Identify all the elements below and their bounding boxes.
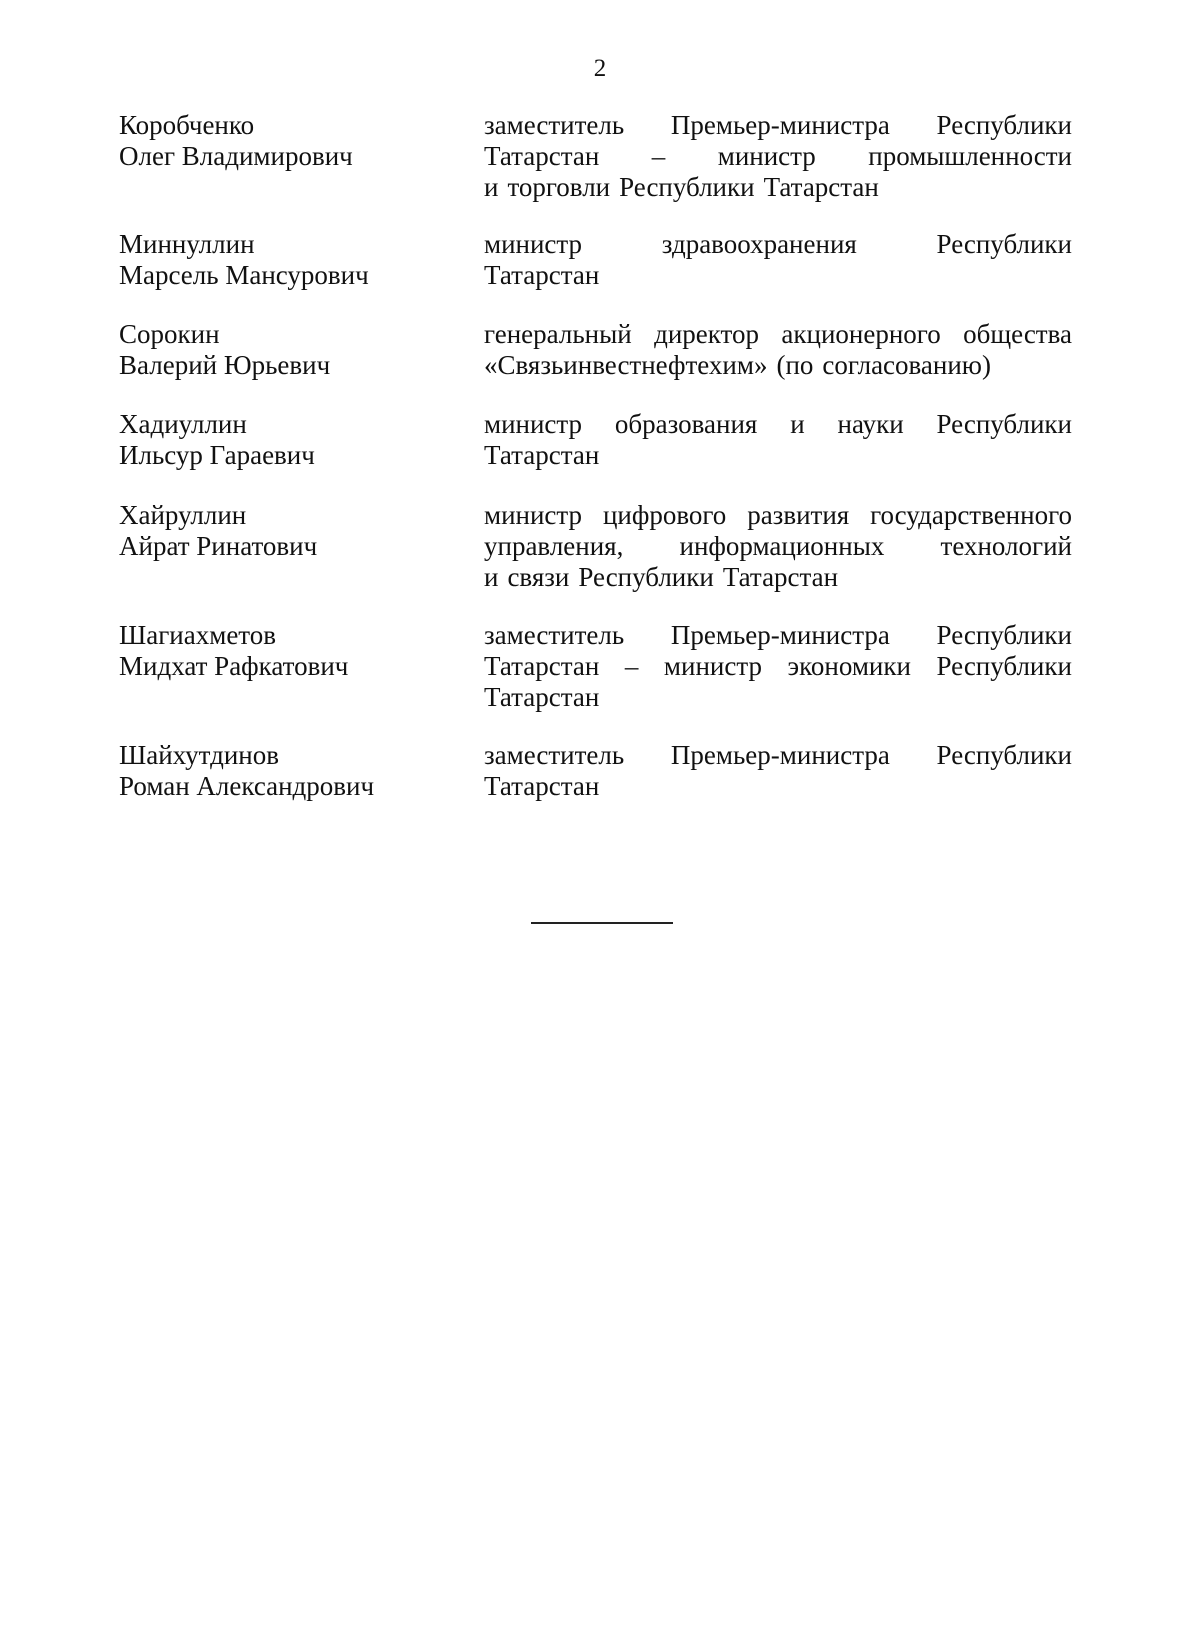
member-name (119, 229, 449, 291)
position-word: заместитель (484, 110, 625, 140)
position-word: – (651, 141, 666, 171)
position-word: «Связьинвестнефтехим» (484, 350, 768, 380)
position-word: – (624, 651, 639, 681)
member-position (484, 740, 1072, 802)
member-name (119, 319, 449, 381)
member-given-names: Мидхат Рафкатович (119, 651, 349, 681)
position-word: технологий (940, 531, 1072, 561)
member-surname: Хадиуллин (119, 409, 247, 439)
position-word: министр (484, 229, 583, 259)
position-word: здравоохранения (661, 229, 857, 259)
position-word: образования (614, 409, 758, 439)
position-word: Республики (936, 409, 1072, 439)
position-word: общества (963, 319, 1072, 349)
position-line (484, 110, 1072, 141)
member-name (119, 409, 449, 471)
position-line (484, 409, 1072, 440)
position-word: связи (507, 562, 570, 592)
member-position (484, 229, 1072, 291)
position-word: Республики (619, 172, 755, 202)
position-word: и (484, 562, 499, 592)
position-word: министр (717, 141, 816, 171)
position-word: Татарстан (484, 440, 600, 470)
position-line (484, 172, 1072, 203)
member-position (484, 319, 1072, 381)
member-name (119, 500, 449, 562)
position-word: государственного (870, 500, 1072, 530)
position-word: согласованию) (822, 350, 991, 380)
position-word: министр (663, 651, 762, 681)
member-given-names: Олег Владимирович (119, 141, 353, 171)
position-line (484, 771, 1072, 802)
position-word: Республики (936, 620, 1072, 650)
position-word: промышленности (868, 141, 1072, 171)
member-position (484, 620, 1072, 713)
position-word: Татарстан (484, 141, 600, 171)
member-surname: Шагиахметов (119, 620, 276, 650)
member-surname: Сорокин (119, 319, 220, 349)
member-name (119, 740, 449, 802)
position-word: Татарстан (722, 562, 839, 592)
position-line (484, 260, 1072, 291)
position-line (484, 229, 1072, 260)
position-word: Татарстан (763, 172, 879, 202)
position-word: заместитель (484, 740, 625, 770)
position-line (484, 620, 1072, 651)
position-line (484, 562, 1072, 593)
position-line (484, 682, 1072, 713)
position-line (484, 531, 1072, 562)
position-word: Республики (936, 651, 1072, 681)
position-word: Премьер-министра (670, 740, 890, 770)
member-given-names: Айрат Ринатович (119, 531, 318, 561)
position-word: (по (776, 350, 814, 380)
position-word: Республики (936, 740, 1072, 770)
position-line (484, 651, 1072, 682)
position-line (484, 500, 1072, 531)
position-word: Республики (936, 229, 1072, 259)
position-line (484, 141, 1072, 172)
position-word: генеральный (484, 319, 632, 349)
position-word: и (790, 409, 805, 439)
position-word: информационных (679, 531, 885, 561)
member-name (119, 620, 449, 682)
member-surname: Коробченко (119, 110, 255, 140)
position-word: Республики (578, 562, 714, 592)
position-word: директор (654, 319, 759, 349)
member-given-names: Валерий Юрьевич (119, 350, 331, 380)
position-word: министр (484, 500, 583, 530)
position-word: Татарстан (484, 260, 600, 290)
member-surname: Хайруллин (119, 500, 247, 530)
position-word: экономики (787, 651, 911, 681)
member-surname: Миннуллин (119, 229, 255, 259)
position-word: Премьер-министра (670, 110, 890, 140)
position-word: и (484, 172, 499, 202)
position-word: управления, (484, 531, 624, 561)
page-number: 2 (593, 55, 607, 82)
position-line (484, 440, 1072, 471)
position-line (484, 350, 1072, 381)
position-word: Премьер-министра (670, 620, 890, 650)
position-word: цифрового (602, 500, 727, 530)
position-word: Татарстан (484, 771, 600, 801)
position-word: Татарстан (484, 651, 600, 681)
position-word: министр (484, 409, 583, 439)
member-given-names: Ильсур Гараевич (119, 440, 315, 470)
member-position (484, 110, 1072, 203)
closing-rule (531, 922, 673, 924)
position-word: Татарстан (484, 682, 600, 712)
member-position (484, 409, 1072, 471)
member-given-names: Роман Александрович (119, 771, 375, 801)
position-word: развития (747, 500, 850, 530)
position-word: акционерного (781, 319, 941, 349)
member-given-names: Марсель Мансурович (119, 260, 369, 290)
position-word: заместитель (484, 620, 625, 650)
position-line (484, 740, 1072, 771)
member-position (484, 500, 1072, 593)
position-word: торговли (507, 172, 611, 202)
position-word: Республики (936, 110, 1072, 140)
position-word: науки (837, 409, 904, 439)
position-line (484, 319, 1072, 350)
member-surname: Шайхутдинов (119, 740, 279, 770)
member-name (119, 110, 449, 172)
